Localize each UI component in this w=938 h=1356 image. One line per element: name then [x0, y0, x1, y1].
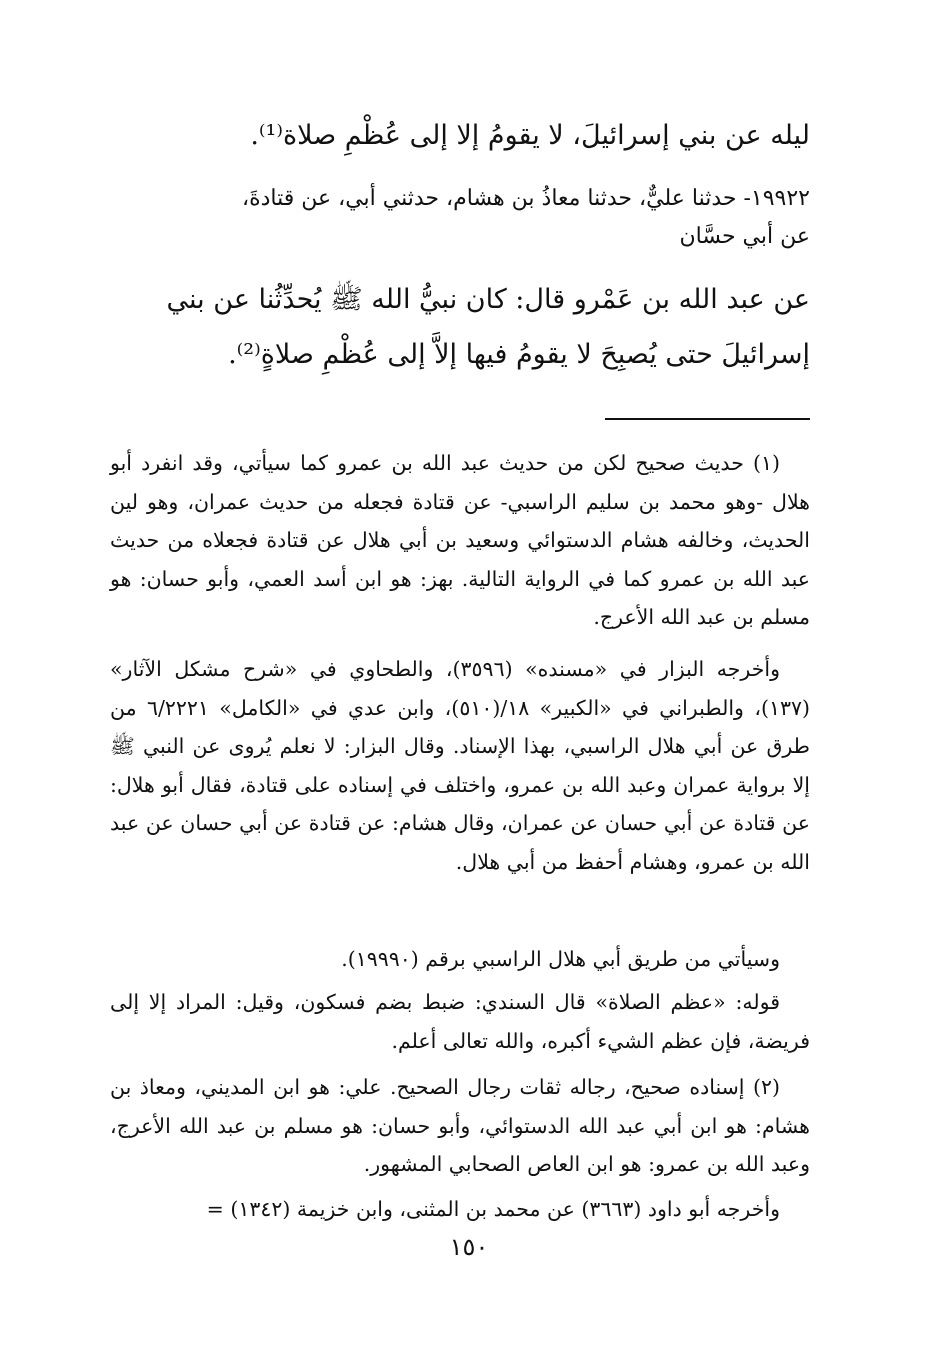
footnote-divider — [605, 418, 810, 420]
footnote-2-paragraph-1: (٢) إسناده صحيح، رجاله ثقات رجال الصحيح. علي: هو ابن المديني، ومعاذ بن هشام: هو ابن أبي عبد الله الدستوائي، وأبو حسان: هو مسلم بن عبد الله الأعرج، وعبد الله بن عمرو: هو ابن العاص الصحابي المشهور. — [110, 1075, 810, 1177]
page-number: ١٥٠ — [449, 1233, 489, 1261]
hadith-isnad-line-2: عن أبي حسَّان — [679, 224, 810, 249]
footnote-1-paragraph-4: قوله: «عظم الصلاة» قال السندي: ضبط بضم فسكون، وقيل: المراد إلا إلى فريضة، فإن عظم الشيء أكبره، والله تعالى أعلم. — [110, 990, 810, 1053]
footnote-2-paragraph-2: وأخرجه أبو داود (٣٦٦٣) عن محمد بن المثنى، وابن خزيمة (١٣٤٢) = — [206, 1197, 780, 1221]
footnote-1-paragraph-3: وسيأتي من طريق أبي هلال الراسبي برقم (١٩٩٩٠). — [341, 947, 780, 971]
hadith-matn-line-1: عن عبد الله بن عَمْرو قال: كان نبيُّ الله ﷺ يُحدِّثُنا عن بني — [166, 284, 810, 315]
hadith-isnad-line-1: ١٩٩٢٢- حدثنا عليٌّ، حدثنا معاذُ بن هشام، حدثني أبي، عن قتادةَ، — [241, 186, 810, 211]
footnote-1-paragraph-1: (١) حديث صحيح لكن من حديث عبد الله بن عمرو كما سيأتي، وقد انفرد أبو هلال -وهو محمد بن سليم الراسبي- عن قتادة فجعله من حديث عمران، وهو لين الحديث، وخالفه هشام الدستوائي وسعيد بن أبي هلال عن قتادة فجعلاه من حديث عبد الله بن عمرو كما في الرواية التالية. بهز: هو ابن أسد العمي، وأبو حسان: هو مسلم بن عبد الله الأعرج. — [110, 451, 810, 630]
footnote-1-paragraph-2: وأخرجه البزار في «مسنده» (٣٥٩٦)، والطحاوي في «شرح مشكل الآثار» (١٣٧)، والطبراني في «الكبير» ١٨/(٥١٠)، وابن عدي في «الكامل» ٦/٢٢٢١ من طرق عن أبي هلال الراسبي، بهذا الإسناد. وقال البزار: لا نعلم يُروى عن النبي ﷺ إلا برواية عمران وعبد الله بن عمرو، واختلف في إسناده على قتادة، فقال أبو هلال: عن قتادة عن أبي حسان عن عمران، وقال هشام: عن قتادة عن أبي حسان عن عبد الله بن عمرو، وهشام أحفظ من أبي هلال. — [110, 657, 810, 874]
hadith-matn-line-2: إسرائيلَ حتى يُصبِحَ لا يقومُ فيها إلاَّ إلى عُظْمِ صلاةٍ⁽²⁾. — [228, 339, 810, 370]
main-text-line-1: ليله عن بني إسرائيلَ، لا يقومُ إلا إلى عُظْمِ صلاة⁽¹⁾. — [250, 120, 810, 151]
